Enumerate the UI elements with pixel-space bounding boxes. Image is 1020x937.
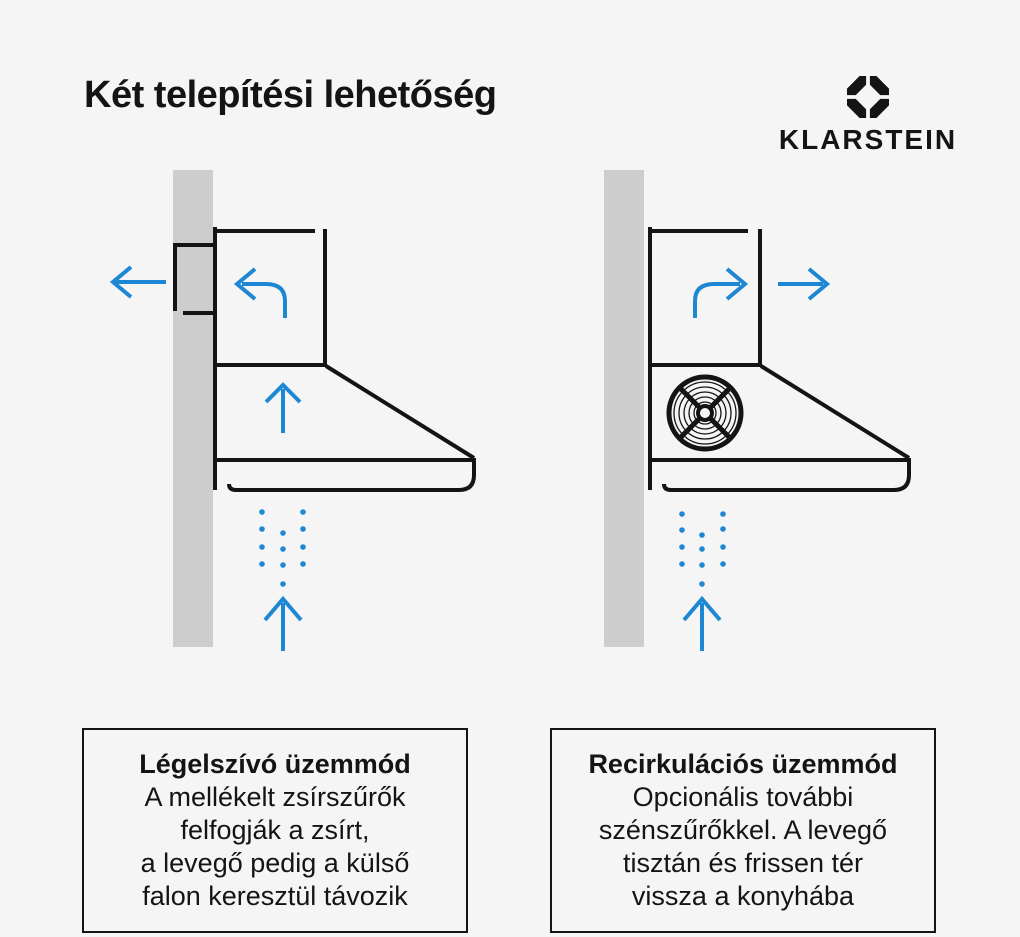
wall: [173, 170, 213, 647]
diagram-recirculation-mode: [604, 170, 909, 651]
cooker-hood-outline: [648, 227, 909, 490]
steam-rise-arrow: [265, 599, 301, 651]
carbon-filter-fan-icon: [669, 377, 741, 449]
air-out-left-arrow: [113, 267, 166, 297]
info-box-line: felfogják a zsírt,: [180, 815, 370, 845]
steam-dots: [679, 511, 726, 587]
info-box-extraction: [82, 728, 468, 933]
info-box-line: a levegő pedig a külső: [140, 848, 410, 878]
air-up-arrow: [266, 385, 300, 433]
info-box-line: falon keresztül távozik: [142, 881, 408, 911]
steam-dots: [259, 509, 306, 587]
brand-wordmark: KLARSTEIN: [778, 124, 958, 155]
info-box-line: szénszűrőkkel. A levegő: [598, 815, 888, 845]
info-box-line: A mellékelt zsírszűrők: [144, 782, 406, 812]
page-title: Két telepítési lehetőség: [84, 74, 497, 116]
info-box-line: vissza a konyhába: [631, 881, 855, 911]
cooker-hood-outline: [213, 227, 474, 490]
diagram-extraction-mode: [113, 170, 474, 651]
wall: [604, 170, 644, 647]
air-out-right-arrow: [778, 269, 827, 299]
info-box-title: Recirkulációs üzemmód: [588, 749, 898, 779]
air-turn-left-arrow: [237, 269, 285, 318]
info-box-recirculation: [550, 728, 936, 933]
steam-rise-arrow: [684, 599, 720, 651]
info-box-title: Légelszívó üzemmód: [139, 749, 411, 779]
air-turn-right-arrow: [695, 269, 745, 318]
info-box-line: tisztán és frissen tér: [622, 848, 864, 878]
info-box-line: Opcionális további: [632, 782, 854, 812]
